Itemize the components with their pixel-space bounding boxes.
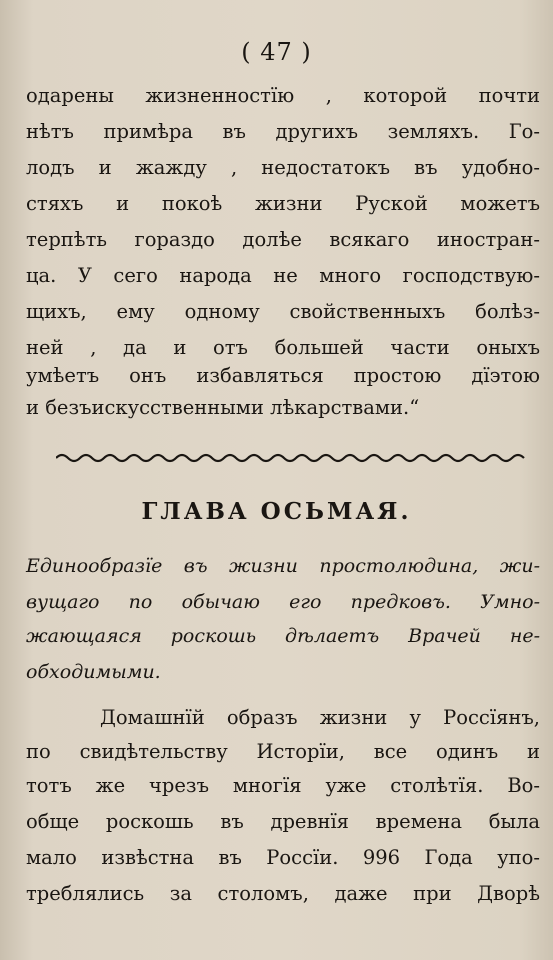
summary-line: вущаго по обычаю его предковъ. Умно- xyxy=(26,591,540,613)
text-line: одарены жизненностїю , которой почти xyxy=(26,84,540,107)
text-line: треблялись за столомъ, даже при Дворѣ xyxy=(26,882,540,905)
summary-line: Единообразїе въ жизни простолюдина, жи- xyxy=(26,555,540,577)
summary-line: жающаяся роскошь дѣлаетъ Врачей не- xyxy=(26,625,540,647)
text-line: стяхъ и покоѣ жизни Руской можетъ xyxy=(26,192,540,215)
text-line: и безъискусственными лѣкарствами.“ xyxy=(26,396,420,419)
text-line: умѣетъ онъ избавляться простою дїэтою xyxy=(26,364,540,387)
text-line: нѣтъ примѣра въ другихъ земляхъ. Го- xyxy=(26,120,540,143)
text-line: ней , да и отъ большей части оныхъ xyxy=(26,336,540,359)
text-line: обще роскошь въ древнїя времена была xyxy=(26,810,540,833)
ornamental-divider xyxy=(56,452,526,464)
text-line: щихъ, ему одному свойственныхъ болѣз- xyxy=(26,300,540,323)
chapter-title: ГЛАВА ОСЬМАЯ. xyxy=(141,498,412,525)
page-number: ( 47 ) xyxy=(241,38,312,66)
text-line: терпѣть гораздо долѣе всякаго иностран- xyxy=(26,228,540,251)
summary-line: обходимыми. xyxy=(26,661,161,683)
text-line: тотъ же чрезъ многїя уже столѣтїя. Во- xyxy=(26,774,540,797)
text-line: Домашнїй образъ жизни у Россїянъ, xyxy=(100,706,540,729)
text-line: ца. У сего народа не много господствую- xyxy=(26,264,540,287)
text-line: лодъ и жажду , недостатокъ въ удобно- xyxy=(26,156,540,179)
text-line: по свидѣтельству Исторїи, все одинъ и xyxy=(26,740,540,763)
text-line: мало извѣстна въ Россїи. 996 Года упо- xyxy=(26,846,540,869)
